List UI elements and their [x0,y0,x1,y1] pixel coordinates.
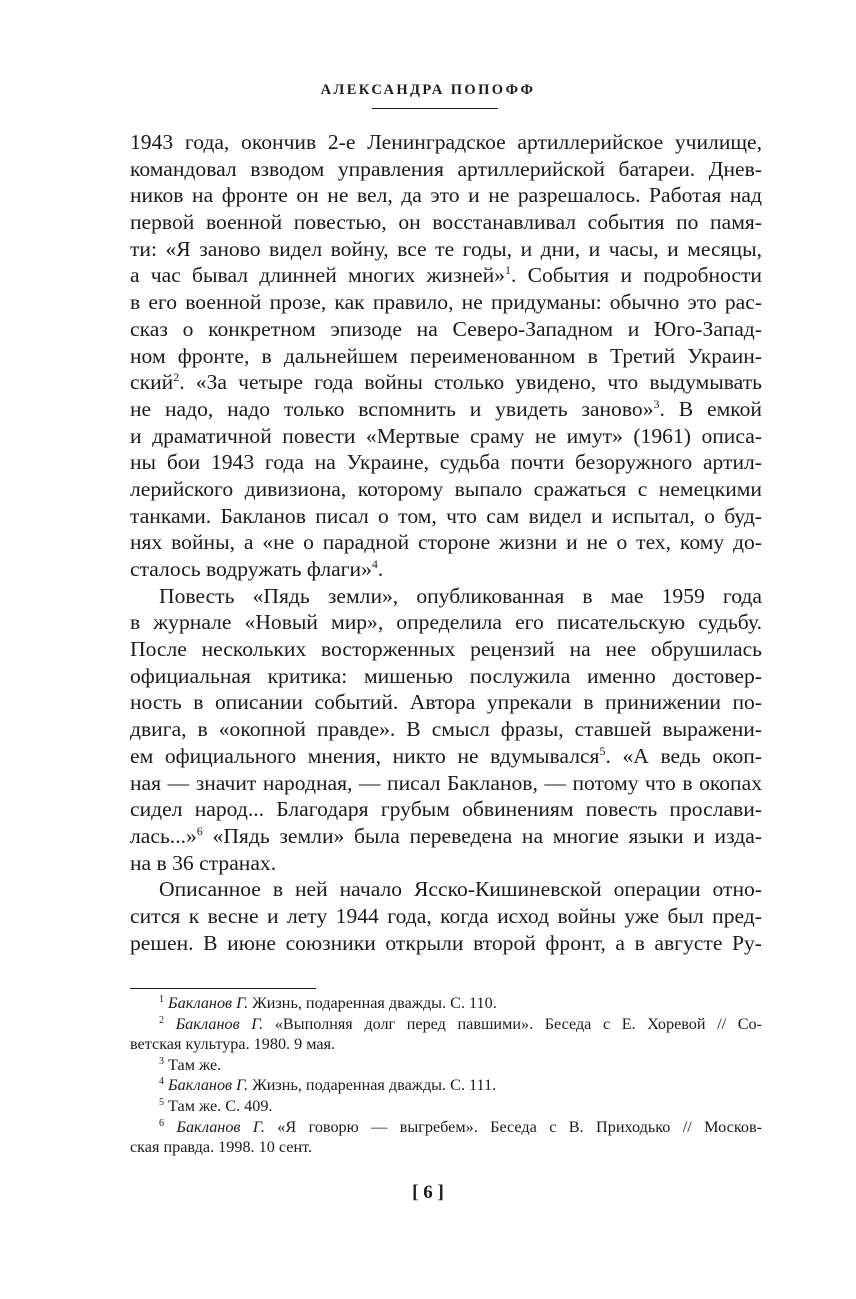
text-line: Повесть «Пядь земли», опубликованная в мае 1959 года [159,583,762,608]
text-fragment: . В емкой [659,396,762,421]
text-line: ников на фронте он не вел, да это и не разрешалось. Работая над [130,183,762,208]
footnote-continuation: ская правда. 1998. 10 сент. [130,1138,313,1157]
text-line: лерийского дивизиона, которому выпало сражаться с немецкими [130,476,762,501]
footnote [130,1055,762,1076]
text-line: на в 36 странах. [130,850,277,875]
text-line: в его военной прозе, как правило, не придуманы: обычно это рас- [130,290,762,315]
text-line: решен. В июне союзники открыли второй фронт, а в августе Ру- [130,930,762,955]
text-line [130,556,762,583]
footnotes [130,993,762,1158]
text-line: ти: «Я заново видел войну, все те годы, и дни, и часы, и месяцы, [130,236,762,261]
footnote-ref: 5 [599,743,606,758]
text-fragment: сталось водружать флаги» [130,557,372,581]
text-line: танками. Бакланов писал о том, что сам видел и испытал, о буд- [130,503,762,528]
footnote-text: Жизнь, подаренная дважды. С. 110. [248,994,497,1012]
footnote-mark: 6 [159,1117,164,1129]
footnote-mark: 2 [159,1014,164,1026]
footnote-author: Бакланов Г. [168,994,249,1012]
footnote [130,1096,762,1117]
footnote [130,1075,762,1096]
text-line: ная — значит народная, — писал Бакланов, — потому что в окопах [130,770,762,795]
footnote-mark: 3 [159,1055,164,1067]
footnote [130,1117,762,1138]
footnote-continuation: ветская культура. 1980. 9 мая. [130,1035,336,1054]
text-line: сказ о конкретном эпизоде на Северо-Западном и Юго-Запад- [130,316,762,341]
text-line: Описанное в ней начало Ясско-Кишиневской операции отно- [159,877,762,902]
page-number: [ 6 ] [412,1182,444,1203]
text-line: в журнале «Новый мир», определила его писательскую судьбу. [130,610,762,635]
footnote-ref: 2 [173,370,180,385]
footnote-text: Там же. С. 409. [168,1096,273,1115]
text-fragment: . События и подробности [510,263,762,288]
text-line: 1943 года, окончив 2-е Ленинградское артиллерийское училище, [130,130,762,154]
text-line: нях войны, а «не о парадной стороне жизни и не о тех, кому до- [130,530,762,555]
footnote-ref: 6 [196,823,203,838]
text-fragment: ем официального мнения, никто не вдумывался [130,743,600,768]
text-line [130,262,762,289]
footnote-author: Бакланов Г. [168,1076,249,1095]
footnote-text: «Я говорю — выгребем». Беседа с В. Приходько // Москов- [264,1117,763,1136]
text-line: и драматичной повести «Мертвые сраму не имут» (1961) описа- [130,423,762,448]
footnotes-rule [130,988,316,989]
text-line: официальная критика: мишенью послужила именно достовер- [130,663,762,688]
text-line: ность в описании событий. Автора упрекали в принижении по- [130,690,762,715]
footnote-author: Бакланов Г. [176,1117,265,1136]
text-line: сидел народ... Благодаря грубым обвинениям повесть прослави- [130,797,762,822]
running-head: АЛЕКСАНДРА ПОПОФФ [320,82,536,98]
footnote-mark: 5 [159,1096,164,1108]
text-line: сится к весне и лету 1944 года, когда исход войны уже был пред- [130,903,762,928]
text-fragment: а час бывал длинней многих жизней» [130,263,505,288]
footnote-mark: 4 [159,1076,164,1088]
text-line: командовал взводом управления артиллерийской батареи. Днев- [130,156,762,181]
footnote-text: «Выполняя долг перед павшими». Беседа с Е. Хоревой // Со- [263,1014,762,1033]
text-fragment: . «За четыре года войны столько увидено, что выдумывать [179,370,762,395]
text-line [130,823,762,850]
body-text [130,129,762,956]
text-line: После нескольких восторженных рецензий на нее обрушилась [130,637,762,662]
text-line: двига, в «окопной правде». В смысл фразы, ставшей выражени- [130,717,762,742]
text-fragment: лась...» [130,823,197,848]
text-line: ном фронте, в дальнейшем переименованном в Третий Украин- [130,343,762,368]
text-line: первой военной повестью, он восстанавливал события по памя- [130,210,762,235]
footnote [130,1014,762,1035]
footnote-ref: 1 [504,263,511,278]
footnote-text: Жизнь, подаренная дважды. С. 111. [248,1076,497,1095]
footnote-text: Там же. [168,1055,222,1074]
text-fragment: ский [130,370,174,395]
text-line: ны бои 1943 года на Украине, судьба почти безоружного артил- [130,450,762,475]
text-fragment: . «А ведь окоп- [605,743,762,768]
text-fragment: не надо, надо только вспомнить и увидеть заново» [130,396,654,421]
footnote-ref: 4 [371,557,378,571]
text-fragment: . [377,557,384,581]
text-line [130,743,762,770]
text-line [130,369,762,396]
footnote-ref: 3 [653,396,660,411]
text-line [130,396,762,423]
footnote-author: Бакланов Г. [175,1014,264,1033]
text-fragment: «Пядь земли» была переведена на многие языки и изда- [202,823,762,848]
footnote-mark: 1 [159,994,164,1005]
header-rule [372,108,498,109]
footnote [130,993,762,1014]
